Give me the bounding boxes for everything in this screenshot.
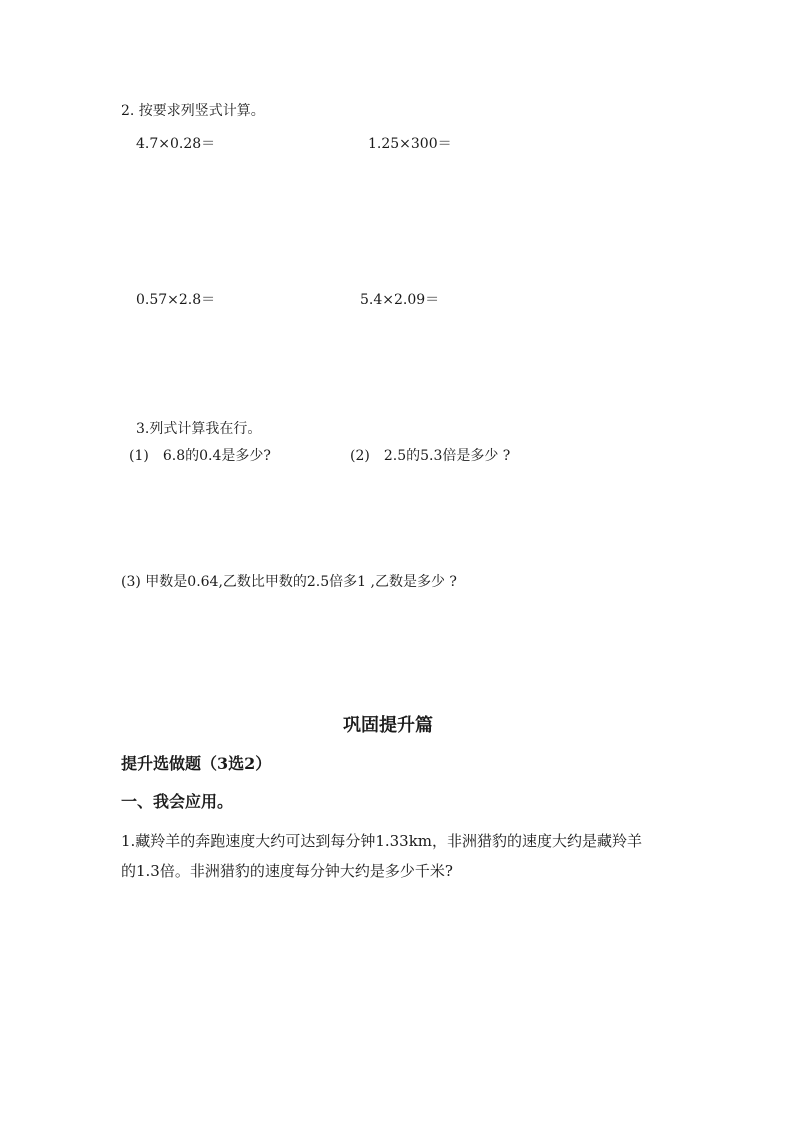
section-2-title: 2. 按要求列竖式计算。 bbox=[121, 103, 265, 119]
section-3-title: 3.列式计算我在行。 bbox=[136, 421, 262, 437]
part-one-title: 一、我会应用。 bbox=[121, 792, 234, 811]
question-2: (2) 2.5的5.3倍是多少 ? bbox=[350, 448, 511, 464]
optional-problems-subtitle: 提升选做题（3选2） bbox=[121, 754, 272, 773]
problem-0-57-x-2-8: 0.57×2.8＝ bbox=[136, 292, 216, 308]
application-problem-1-line-2: 的1.3倍。非洲猎豹的速度每分钟大约是多少千米? bbox=[121, 862, 453, 880]
problem-1-25-x-300: 1.25×300＝ bbox=[368, 136, 452, 152]
question-1: (1) 6.8的0.4是多少? bbox=[129, 448, 271, 464]
consolidation-heading: 巩固提升篇 bbox=[343, 715, 433, 736]
question-3: (3) 甲数是0.64,乙数比甲数的2.5倍多1 ,乙数是多少 ? bbox=[121, 574, 457, 590]
problem-4-7-x-0-28: 4.7×0.28＝ bbox=[136, 136, 216, 152]
problem-5-4-x-2-09: 5.4×2.09＝ bbox=[360, 292, 440, 308]
application-problem-1-line-1: 1.藏羚羊的奔跑速度大约可达到每分钟1.33km，非洲猎豹的速度大约是藏羚羊 bbox=[121, 832, 643, 850]
